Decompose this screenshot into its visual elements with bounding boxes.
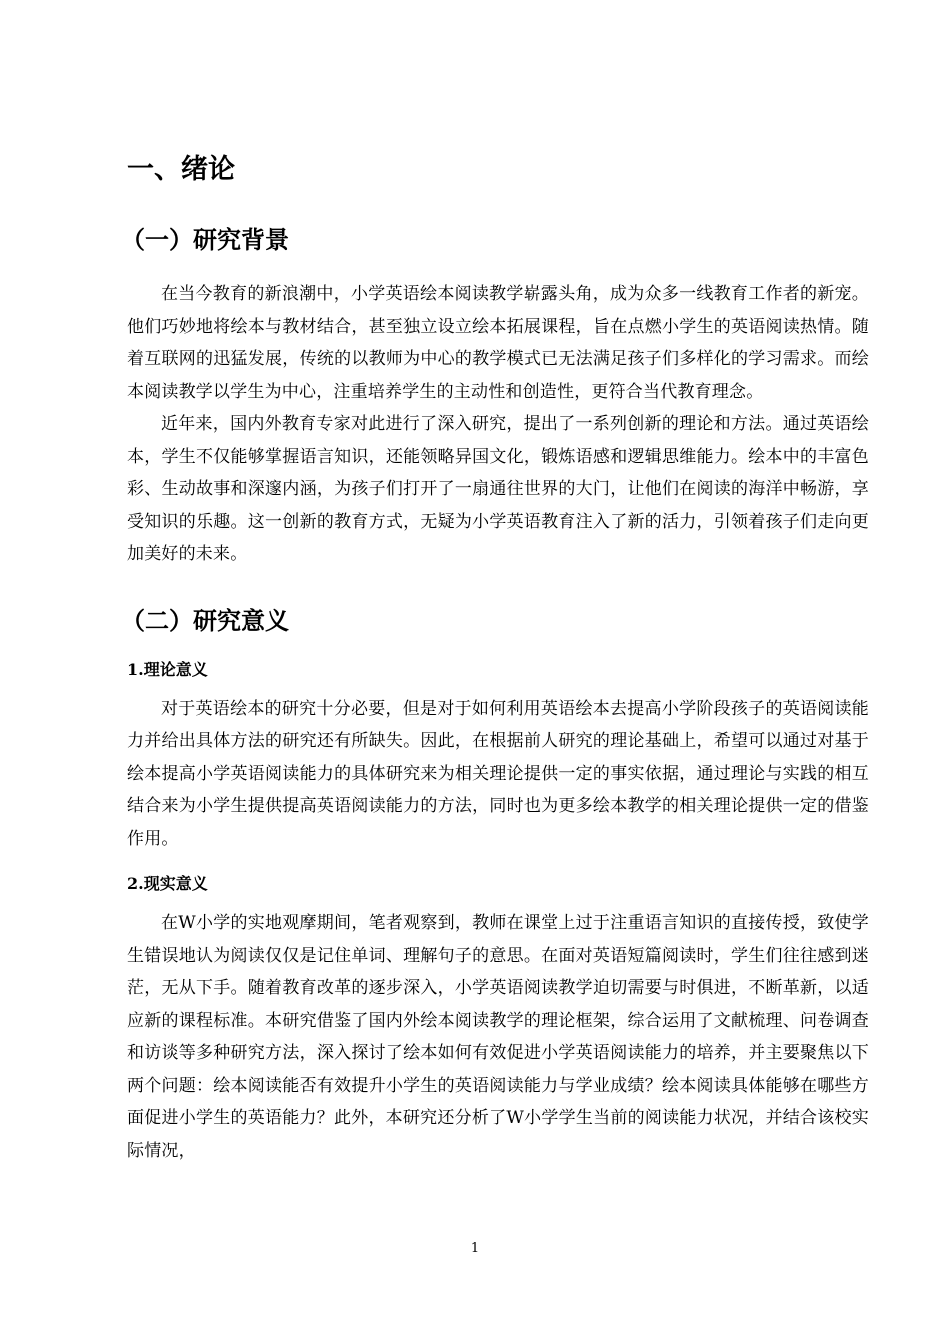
page-body [121,148,869,1167]
paragraph-theoretical: 对于英语绘本的研究十分必要，但是对于如何利用英语绘本去提高小学阶段孩子的英语阅读能力并给出具体方法的研究还有所缺失。因此，在根据前人研究的理论基础上，希望可以通过对基于绘本提高小学英语阅读能力的具体研究来为相关理论提供一定的事实依据，通过理论与实践的相互结合来为小学生提供提高英语阅读能力的方法，同时也为更多绘本教学的相关理论提供一定的借鉴作用。 [127,698,869,849]
page-number: 1 [470,1241,480,1256]
paragraph-practical: 在W小学的实地观摩期间，笔者观察到，教师在课堂上过于注重语言知识的直接传授，致使学生错误地认为阅读仅仅是记住单词、理解句子的意思。在面对英语短篇阅读时，学生们往往感到迷茫，无从下手。随着教育改革的逐步深入，小学英语阅读教学迫切需要与时俱进，不断革新，以适应新的课程标准。本研究借鉴了国内外绘本阅读教学的理论框架，综合运用了文献梳理、问卷调查和访谈等多种研究方法，深入探讨了绘本如何有效促进小学英语阅读能力的培养，并主要聚焦以下两个问题：绘本阅读能否有效提升小学生的英语阅读能力与学业成绩？绘本阅读具体能够在哪些方面促进小学生的英语能力？此外，本研究还分析了W小学学生当前的阅读能力状况，并结合该校实际情况， [127,913,869,1161]
subsection-heading-theoretical: 1.理论意义 [127,659,208,679]
paragraph-background-1: 在当今教育的新浪潮中，小学英语绘本阅读教学崭露头角，成为众多一线教育工作者的新宠。他们巧妙地将绘本与教材结合，甚至独立设立绘本拓展课程，旨在点燃小学生的英语阅读热情。随着互联网的迅猛发展，传统的以教师为中心的教学模式已无法满足孩子们多样化的学习需求。而绘本阅读教学以学生为中心，注重培养学生的主动性和创造性，更符合当代教育理念。 [127,284,869,402]
subsection-heading-practical: 2.现实意义 [127,874,208,893]
section-heading-significance: （二）研究意义 [121,606,289,635]
chapter-title: 一、绪论 [127,154,235,185]
paragraph-background-2: 近年来，国内外教育专家对此进行了深入研究，提出了一系列创新的理论和方法。通过英语绘本，学生不仅能够掌握语言知识，还能领略异国文化，锻炼语感和逻辑思维能力。绘本中的丰富色彩、生动故事和深邃内涵，为孩子们打开了一扇通往世界的大门，让他们在阅读的海洋中畅游，享受知识的乐趣。这一创新的教育方式，无疑为小学英语教育注入了新的活力，引领着孩子们走向更加美好的未来。 [127,414,869,564]
section-heading-background: （一）研究背景 [121,226,289,254]
